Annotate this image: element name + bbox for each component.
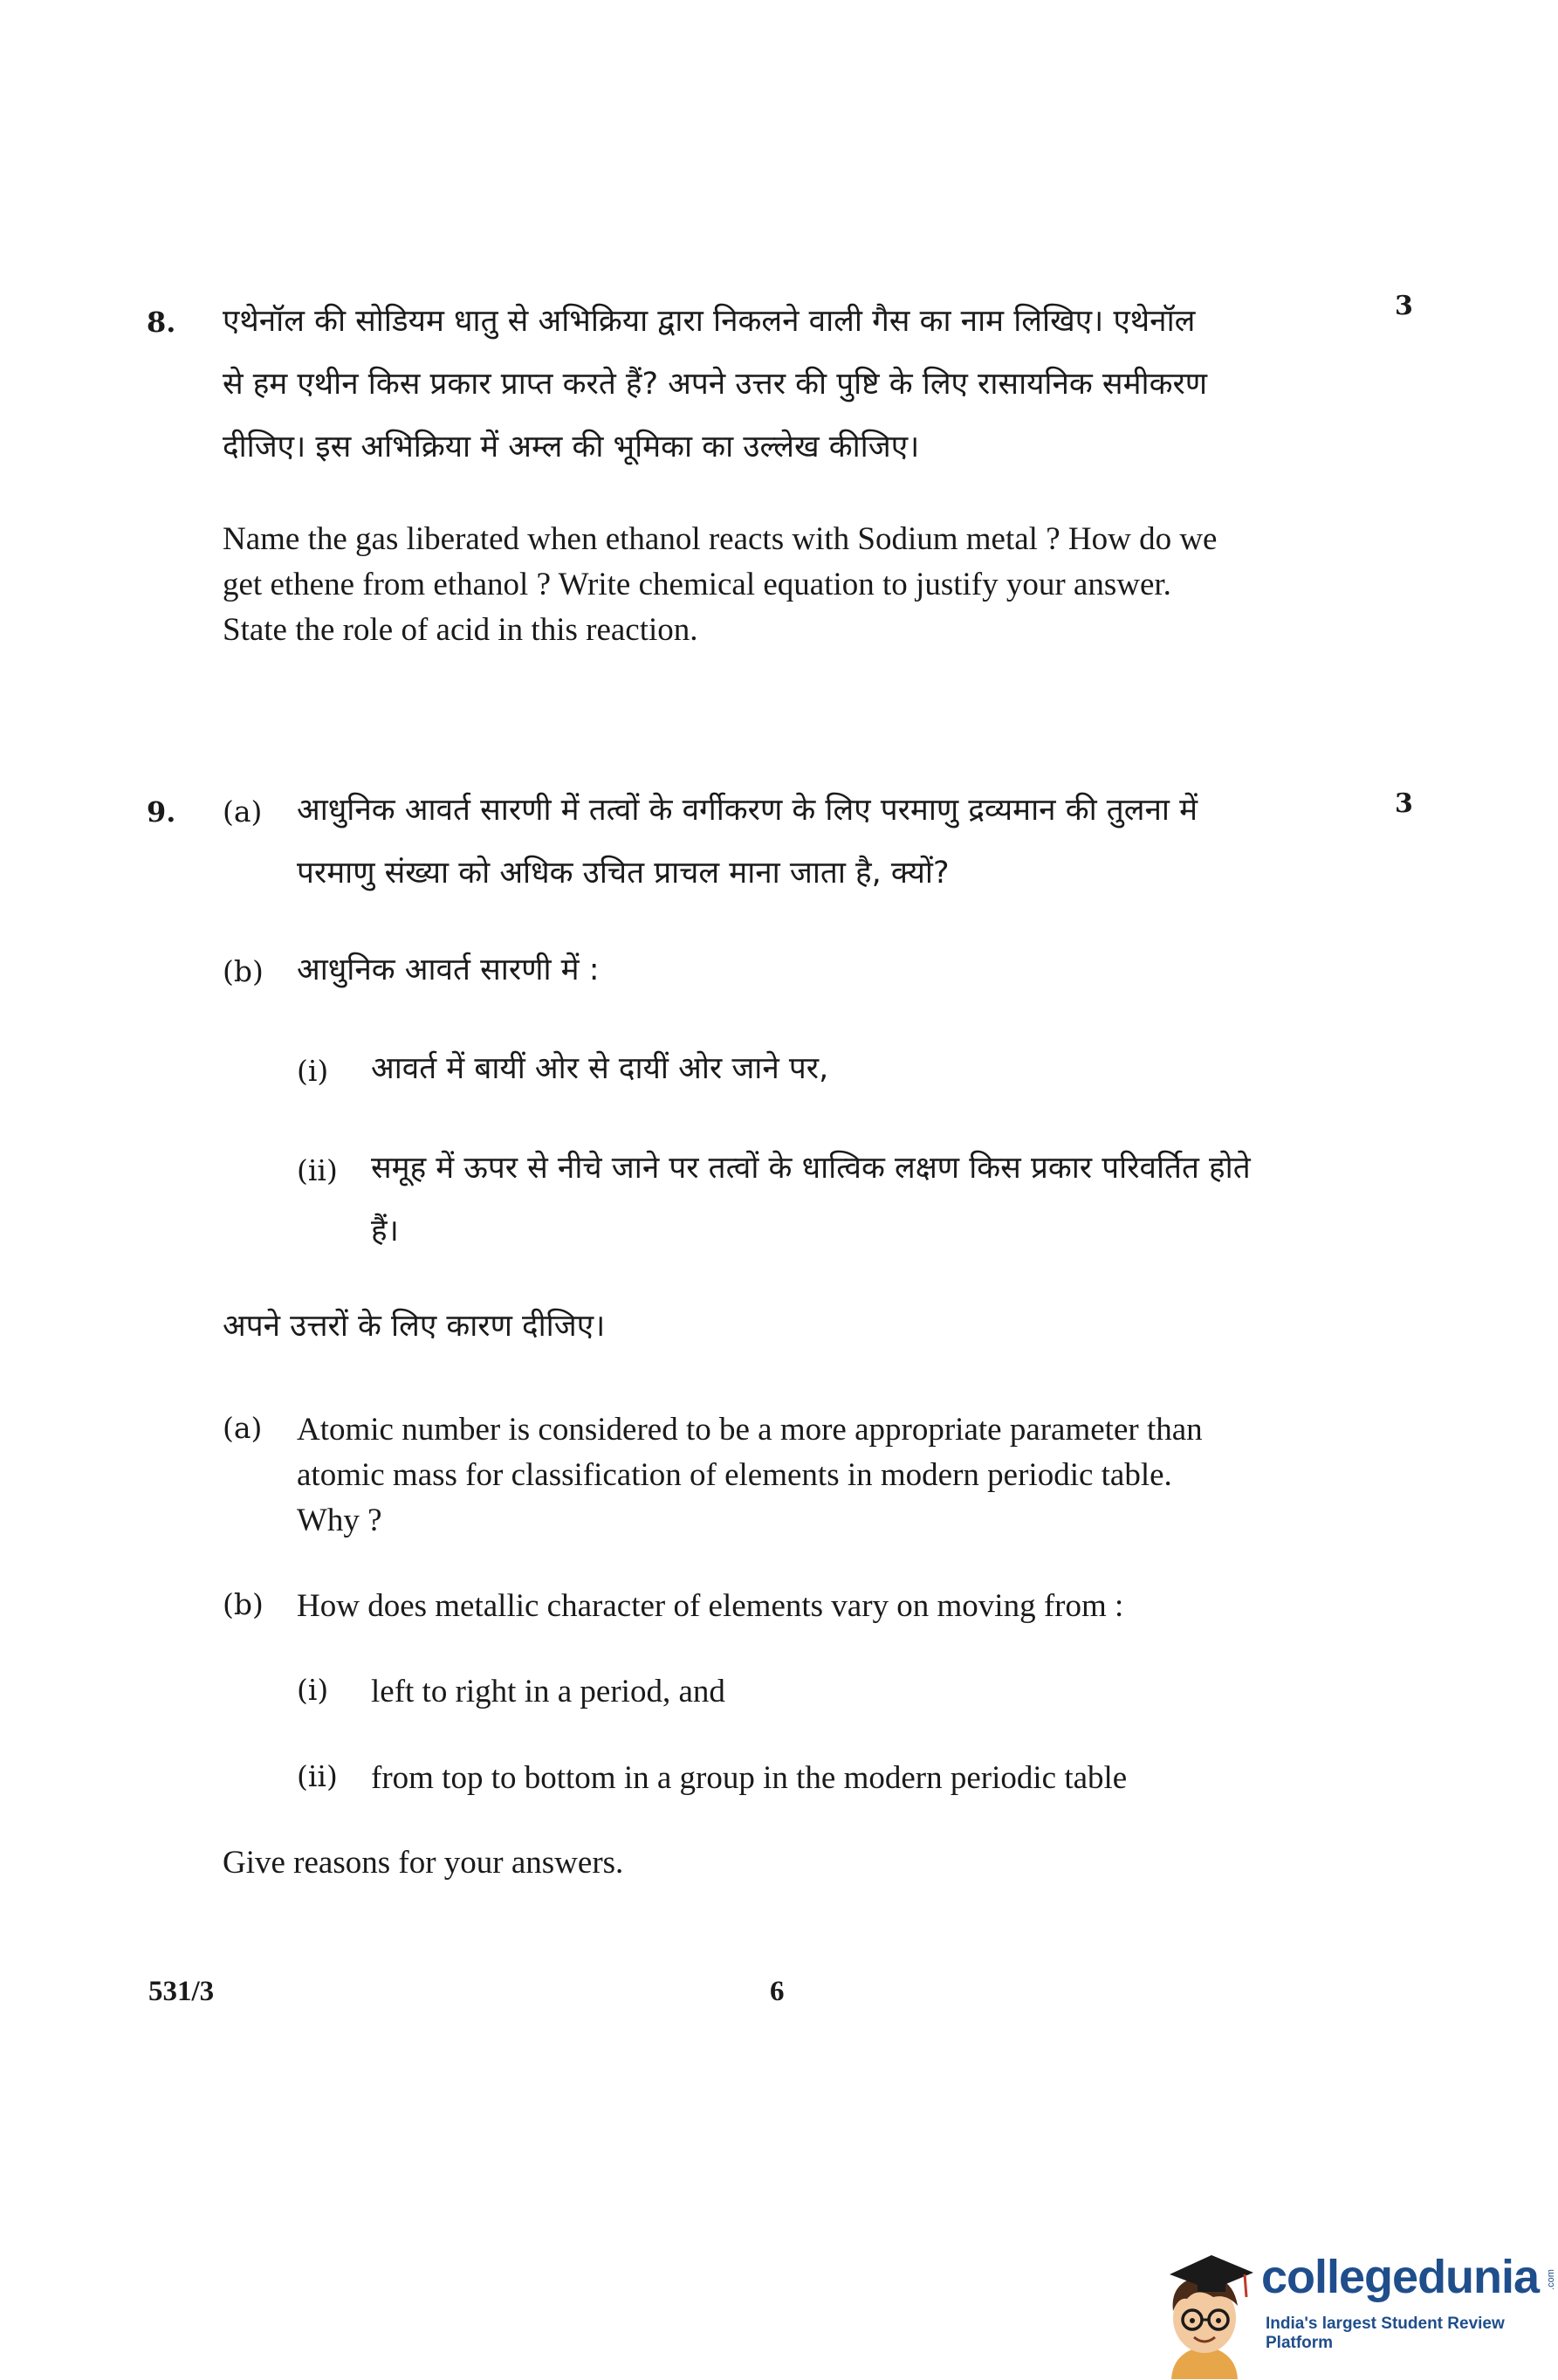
- footer-paper-code: 531/3: [148, 1976, 215, 2007]
- footer-page-number: 6: [770, 1976, 785, 2007]
- q9-hi-i-text: आवर्त में बायीं ओर से दायीं ओर जाने पर,: [371, 1051, 829, 1086]
- q8-english-line-3: State the role of acid in this reaction.: [223, 612, 698, 648]
- q9-en-ii-text: from top to bottom in a group in the modern periodic table: [371, 1760, 1128, 1796]
- q8-hindi-line-2: से हम एथीन किस प्रकार प्राप्त करते हैं? अपने उत्तर की पुष्टि के लिए रासायनिक समीकरण: [223, 367, 1208, 402]
- q8-english-line-1: Name the gas liberated when ethanol reacts with Sodium metal ? How do we: [223, 521, 1218, 557]
- q9-hi-ii-label: (ii): [297, 1153, 338, 1187]
- q9-hi-a-line-1: आधुनिक आवर्त सारणी में तत्वों के वर्गीकरण के लिए परमाणु द्रव्यमान की तुलना में: [297, 793, 1198, 828]
- q9-en-i-text: left to right in a period, and: [371, 1674, 725, 1709]
- mascot-icon: [1152, 2248, 1257, 2379]
- q9-en-a-text: [297, 1407, 1340, 1544]
- q9-hi-ii-line-2: हैं।: [371, 1214, 399, 1248]
- q8-english-line-2: get ethene from ethanol ? Write chemical equation to justify your answer.: [223, 567, 1171, 602]
- q9-hi-a-label: (a): [223, 794, 263, 829]
- q9-en-a-line-3: Why ?: [297, 1503, 382, 1538]
- q9-en-ii-label: (ii): [297, 1759, 338, 1793]
- q9-en-b-text: How does metallic character of elements vary on moving from :: [297, 1588, 1124, 1624]
- logo-tagline: India's largest Student Review Platform: [1266, 2315, 1505, 2352]
- q8-marks: 3: [1395, 291, 1413, 321]
- q9-en-b-label: (b): [223, 1587, 264, 1621]
- q8-number: 8.: [147, 306, 176, 339]
- q9-hi-ii-line-1: समूह में ऊपर से नीचे जाने पर तत्वों के धात्विक लक्षण किस प्रकार परिवर्तित होते: [371, 1151, 1251, 1186]
- q9-hi-closing: अपने उत्तरों के लिए कारण दीजिए।: [223, 1309, 606, 1344]
- q8-english-text: [223, 517, 1340, 653]
- q8-hindi-line-1: एथेनॉल की सोडियम धातु से अभिक्रिया द्वारा निकलने वाली गैस का नाम लिखिए। एथेनॉल: [223, 304, 1196, 339]
- q8-hindi-line-3: दीजिए। इस अभिक्रिया में अम्ल की भूमिका का उल्लेख कीजिए।: [223, 430, 920, 464]
- q9-en-i-label: (i): [297, 1673, 329, 1707]
- q9-number: 9.: [147, 795, 176, 829]
- q9-en-a-line-2: atomic mass for classification of elements in modern periodic table.: [297, 1457, 1172, 1493]
- q9-hi-a-text: [297, 779, 1340, 905]
- q9-en-a-label: (a): [223, 1411, 263, 1445]
- q9-hi-i-label: (i): [297, 1054, 329, 1088]
- logo-dotcom: .com: [1545, 2269, 1556, 2290]
- q9-marks: 3: [1395, 788, 1413, 819]
- q8-hindi-text: [223, 290, 1340, 478]
- q9-en-a-line-1: Atomic number is considered to be a more appropriate parameter than: [297, 1412, 1203, 1448]
- q9-hi-a-line-2: परमाणु संख्या को अधिक उचित प्राचल माना जाता है, क्यों?: [297, 856, 950, 891]
- q9-hi-b-text: आधुनिक आवर्त सारणी में :: [297, 953, 600, 987]
- q9-en-closing: Give reasons for your answers.: [223, 1845, 624, 1881]
- q9-hi-b-label: (b): [223, 954, 264, 988]
- collegedunia-logo[interactable]: [1152, 2248, 1554, 2379]
- q9-hi-ii-text: [371, 1137, 1340, 1262]
- logo-wordmark: collegedunia: [1261, 2251, 1540, 2303]
